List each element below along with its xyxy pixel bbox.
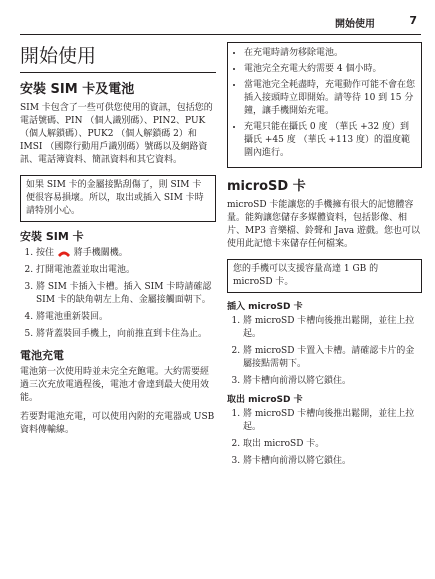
install-step-2: 2. 打開電池蓋並取出電池。 — [36, 264, 216, 277]
header-title: 開始使用 — [335, 19, 375, 30]
charging-tip: • 電池完全充電大約需要 4 個小時。 — [244, 63, 416, 76]
remove-step-3: 3. 將卡槽向前滑以將它鎖住。 — [243, 455, 422, 468]
page-number: 7 — [409, 14, 417, 27]
remove-step-1: 1. 將 microSD 卡槽向後推出鬆開，並往上拉起。 — [243, 408, 422, 434]
install-step-3: 3. 將 SIM 卡插入卡槽。插入 SIM 卡時請確認 SIM 卡的缺角朝左上角、金屬接觸面朝下。 — [36, 281, 216, 307]
install-sim-steps — [20, 247, 216, 341]
step1-text-after: 將手機關機。 — [73, 248, 128, 258]
insert-step-1: 1. 將 microSD 卡槽向後推出鬆開，並往上拉起。 — [243, 315, 422, 341]
install-step-5: 5. 將背蓋裝回手機上，向前推直到卡住為止。 — [36, 328, 216, 341]
charging-tip: • 充電只能在攝氏 0 度 （華氏 +32 度）到攝氏 +45 度 （華氏 +113 度）的溫度範圍內進行。 — [244, 121, 416, 160]
install-sim-heading: 安裝 SIM 卡 — [20, 230, 84, 243]
microsd-heading: microSD 卡 — [227, 179, 306, 194]
remove-microsd-steps — [227, 408, 422, 468]
microsd-intro-paragraph: microSD 卡能讓您的手機擁有很大的記憶體容量。能夠讓您儲存多媒體資料，包括影像、相片、MP3 音樂檔、鈴聲和 Java 遊戲。您也可以使用此記憶卡來儲存任何檔案。 — [227, 200, 421, 249]
microsd-capacity-note: 您的手機可以支援容量高達 1 GB 的 microSD 卡。 — [227, 259, 422, 293]
step1-text-before: 按住 — [36, 248, 55, 258]
insert-microsd-heading: 插入 microSD 卡 — [227, 302, 303, 312]
insert-microsd-steps — [227, 315, 422, 388]
battery-paragraph-2: 若要對電池充電，可以使用內附的充電器或 USB 資料傳輸線。 — [20, 412, 215, 435]
charging-tips-box — [227, 42, 422, 168]
charging-tip: • 當電池完全耗盡時，充電動作可能不會在您插入接頭時立即開始。請等待 10 到 15 分鐘，讓手機開始充電。 — [244, 79, 416, 118]
insert-step-3: 3. 將卡槽向前滑以將它鎖住。 — [243, 375, 422, 388]
sim-intro-paragraph: SIM 卡包含了一些可供您使用的資訊，包括您的電話號碼、PIN （個人識別碼）、PIN2、PUK （個人解鎖碼）、PUK2 （個人解鎖碼 2）和 IMSI （國際行動用戶識別碼）號碼以及網路資訊、電話簿資料、簡訊資料和其它資料。 — [20, 103, 213, 165]
remove-microsd-heading: 取出 microSD 卡 — [227, 395, 303, 405]
install-step-1 — [36, 247, 216, 260]
left-column — [20, 42, 216, 443]
right-column — [227, 42, 422, 474]
battery-paragraph-1: 電池第一次使用時並未完全充飽電。大約需要經過三次充放電過程後，電池才會達到最大使用效能。 — [20, 367, 210, 403]
chapter-title: 開始使用 — [20, 44, 216, 73]
power-end-key-icon — [57, 248, 71, 258]
insert-step-2: 2. 將 microSD 卡置入卡槽。請確認卡片的金屬接點需朝下。 — [243, 345, 422, 371]
battery-charging-heading: 電池充電 — [20, 349, 64, 362]
sim-battery-heading: 安裝 SIM 卡及電池 — [20, 82, 135, 97]
page-header — [20, 12, 421, 35]
charging-tips-list — [232, 47, 416, 160]
install-step-4: 4. 將電池重新裝回。 — [36, 311, 216, 324]
charging-tip: • 在充電時請勿移除電池。 — [244, 47, 416, 60]
sim-warning-note: 如果 SIM 卡的金屬接點刮傷了，則 SIM 卡便很容易損壞。所以，取出或插入 SIM 卡時請特別小心。 — [20, 175, 216, 222]
remove-step-2: 2. 取出 microSD 卡。 — [243, 438, 422, 451]
